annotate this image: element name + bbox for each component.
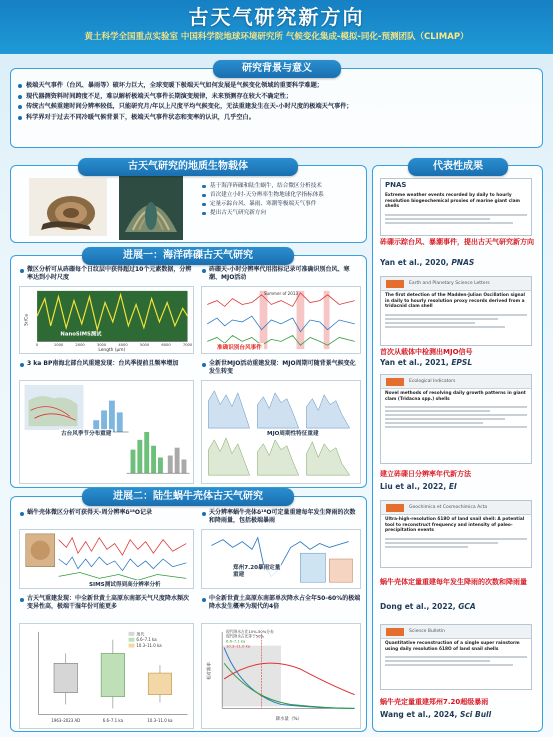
precip-frequency-boxplot (19, 623, 194, 729)
paper-5-citation: Wang et al., 2024, Sci Bull (380, 710, 492, 719)
carrier-label: 古天气研究的地质生物载体 (78, 158, 298, 176)
fig1-xtick-label: 6000 (161, 343, 171, 348)
carrier-bullets (201, 182, 365, 218)
fig4-tag: MJO周期性特征重建 (267, 431, 319, 437)
paper-4-citation: Dong et al., 2022, GCA (380, 602, 476, 611)
carrier-box (10, 165, 367, 243)
paper-thumb-1[interactable] (380, 178, 532, 236)
paper-4-title: Ultra-high-resolution δ18O of land snail shell: A potential tool to reconstruct frequency and intensity of paleo-precipitation events (385, 517, 525, 534)
progress1-point-3: 3 ka BP南海北部台风重建发现：台风季提前且频率增加 (19, 360, 194, 368)
paper-5-title: Quantitative reconstruction of a single super rainstorm using daily resolution δ18O of land snail shells (385, 641, 520, 652)
paper-5-journal: Science Bulletin (381, 625, 531, 639)
fig6-tag: 郑州7.20暴雨定量重建 (231, 565, 287, 579)
background-bullets (17, 81, 539, 123)
paper-3-caption: 建立砗磲日分辨率年代新方法 (380, 470, 471, 478)
fig7-legend-2: 6.6–7.1 ka (136, 637, 157, 643)
poster-title: 古天气研究新方向 (188, 5, 365, 29)
poster-subtitle: 黄土科学全国重点实验室 中国科学院地球环境研究所 气候变化集成-模拟-同化-预测团队（CLIMAP） (84, 32, 469, 42)
fig8-legend-3: 6.6–7.1 ka (226, 639, 246, 644)
fig2-tag: 准确识别台风事件 (217, 345, 262, 351)
extreme-precip-probability-chart (201, 623, 361, 729)
progress2-label: 进展二：陆生蜗牛壳体古天气研究 (82, 488, 294, 506)
background-bullet-1: 极端天气事件（台风、暴雨等）破坏力巨大，全球变暖下极端天气如何发展是气候变化领域的重要科学难题； (17, 81, 539, 92)
carrier-bullet-1: 基于海洋砗磲和陆生蜗牛，结合微区分析技术 (201, 182, 365, 191)
fig7-xtick-2: 6.6–7.1 ka (102, 718, 123, 724)
background-bullet-4: 科学界对于过去不同冷暖气候背景下，极端天气事件状态和变率的认识，几乎空白。 (17, 113, 539, 124)
fig3-tag: 古台风季节分布重建 (61, 431, 112, 437)
zhengzhou-rainstorm-chart (201, 529, 361, 589)
paper-3-journal: Ecological Indicators (381, 375, 531, 389)
background-bullet-2: 现代器测资料时间跨度不足，难以解析极端天气事件长期演变规律，未来预测存在较大不确定性； (17, 92, 539, 103)
carrier-bullet-3: 定量示踪台风、暴雨、寒潮等极端天气事件 (201, 200, 365, 209)
fig1-xtick-label: 7000 (182, 343, 193, 348)
paper-4-journal: Geochimica et Cosmochimica Acta (381, 501, 531, 515)
progress2-point-4: 中全新世黄土高原东南部单次降水占全年50-60%的极端降水发生概率为现代的4倍 (201, 595, 361, 612)
poster-header (0, 0, 553, 54)
fig1-xtick-label: 4000 (118, 343, 128, 348)
paper-2-title: The first detection of the Madden-Julian Oscillation signal in daily to hourly resolution proxy records derived from a tridacnid clam shell (385, 293, 525, 310)
fig7-xtick-1: 1963–2023 AD (51, 718, 81, 724)
progress1-label: 进展一：海洋砗磲古天气研究 (82, 247, 294, 265)
progress1-point-2: 砗磲天-小时分辨率代用指标记录可准确识别台风、寒潮、MJO活动 (201, 266, 361, 283)
paper-3-title: Novel methods of resolving daily growth patterns in giant clam (Tridacna spp.) shells (385, 391, 526, 402)
paper-5-caption: 蜗牛壳定量重建郑州7.20超级暴雨 (380, 698, 489, 706)
fig8-ylabel: 相对频率 (207, 662, 213, 680)
fig8-legend-2: 现代降水占比等于50% (226, 634, 265, 639)
fig7-xtick-3: 10.3–11.0 ka (147, 718, 173, 724)
paper-thumb-3[interactable] (380, 374, 532, 464)
fig1-xtick-label: 2000 (75, 343, 85, 348)
fig7-legend-1: 现代 (136, 631, 145, 637)
paper-1-citation: Yan et al., 2020, PNAS (380, 258, 475, 267)
paper-2-journal: Earth and Planetary Science Letters (381, 277, 531, 291)
fig5-tag: SIMS测试得到高分辨率分析 (89, 582, 161, 588)
snail-photo (29, 178, 107, 236)
paper-1-journal: PNAS (385, 181, 407, 189)
progress2-point-2: 天分辨率蜗牛壳体δ¹⁸O可定量重建每年发生降雨的次数和降雨量，包括极端暴雨 (201, 509, 361, 526)
fig8-legend-1: 现代降水占比10%-50%分布 (226, 629, 274, 634)
background-label: 研究背景与意义 (213, 60, 341, 78)
progress2-point-1: 蜗牛壳体微区分析可获得天-周分辨率δ¹⁸O记录 (19, 509, 194, 517)
fig1-ylabel: Sr/Ca (24, 314, 30, 326)
fig8-xlabel: 降水量（%） (275, 717, 302, 723)
progress2-point-3: 古天气重建发现：中全新世黄土高原东南部天气尺度降水频次变异性高，极端干湿年份可能更多 (19, 595, 194, 612)
fig1-tag: NanoSIMS测试 (60, 331, 102, 338)
fig8-legend-4: 10.3–11.0 ka (226, 644, 251, 649)
fig1-xtick-label: 3000 (96, 343, 107, 348)
fig1-xlabel: Length (μm) (98, 348, 126, 353)
fig1-xticks (36, 343, 193, 347)
fig1-xtick-label: 5000 (139, 343, 150, 348)
progress1-point-1: 微区分析可从砗磲每个日纹层中获得超过10个元素数据，分辨率达到小时尺度 (19, 266, 194, 283)
paper-thumb-5[interactable] (380, 624, 532, 690)
paper-3-citation: Liu et al., 2022, EI (380, 482, 457, 491)
paper-2-caption: 首次从载体中检测出MJO信号 (380, 348, 473, 356)
paper-4-caption: 蜗牛壳体定量重建每年发生降雨的次数和降雨量 (380, 578, 527, 586)
carrier-bullet-2: 首次建立小时-天分辨率生物地球化学指标体系 (201, 191, 365, 200)
progress1-point-4: 全新世MJO活动重建发现：MJO周期可随背景气候变化发生转变 (201, 360, 361, 377)
paper-1-caption: 砗磲示踪台风、暴潮事件，提出古天气研究新方向 (380, 238, 534, 246)
paper-thumb-2[interactable] (380, 276, 532, 346)
progress1-box (10, 255, 367, 488)
carrier-bullet-4: 提出古天气研究新方向 (201, 209, 365, 218)
giant-clam-photo (119, 172, 183, 240)
fig7-legend-3: 10.3–11.0 ka (136, 643, 162, 649)
paper-2-citation: Yan et al., 2021, EPSL (380, 358, 473, 367)
paper-thumb-4[interactable] (380, 500, 532, 568)
background-box (10, 68, 543, 148)
paper-1-title: Extreme weather events recorded by daily to hourly resolution biogeochemical proxies of marine giant clam shells (385, 193, 521, 210)
fig1-xtick-label: 0 (35, 343, 39, 348)
fig2-legend: Summer of 2013 (263, 290, 299, 296)
nanosims-srca-chart (19, 286, 194, 354)
results-label: 代表性成果 (408, 158, 508, 176)
progress2-box (10, 496, 367, 732)
fig1-xtick-label: 1000 (53, 343, 64, 348)
background-bullet-3: 传统古气候重建时间分辨率较低，只能研究月/年以上尺度平均气候变化，无法重建发生在天-小时尺度的极端天气事件； (17, 102, 539, 113)
